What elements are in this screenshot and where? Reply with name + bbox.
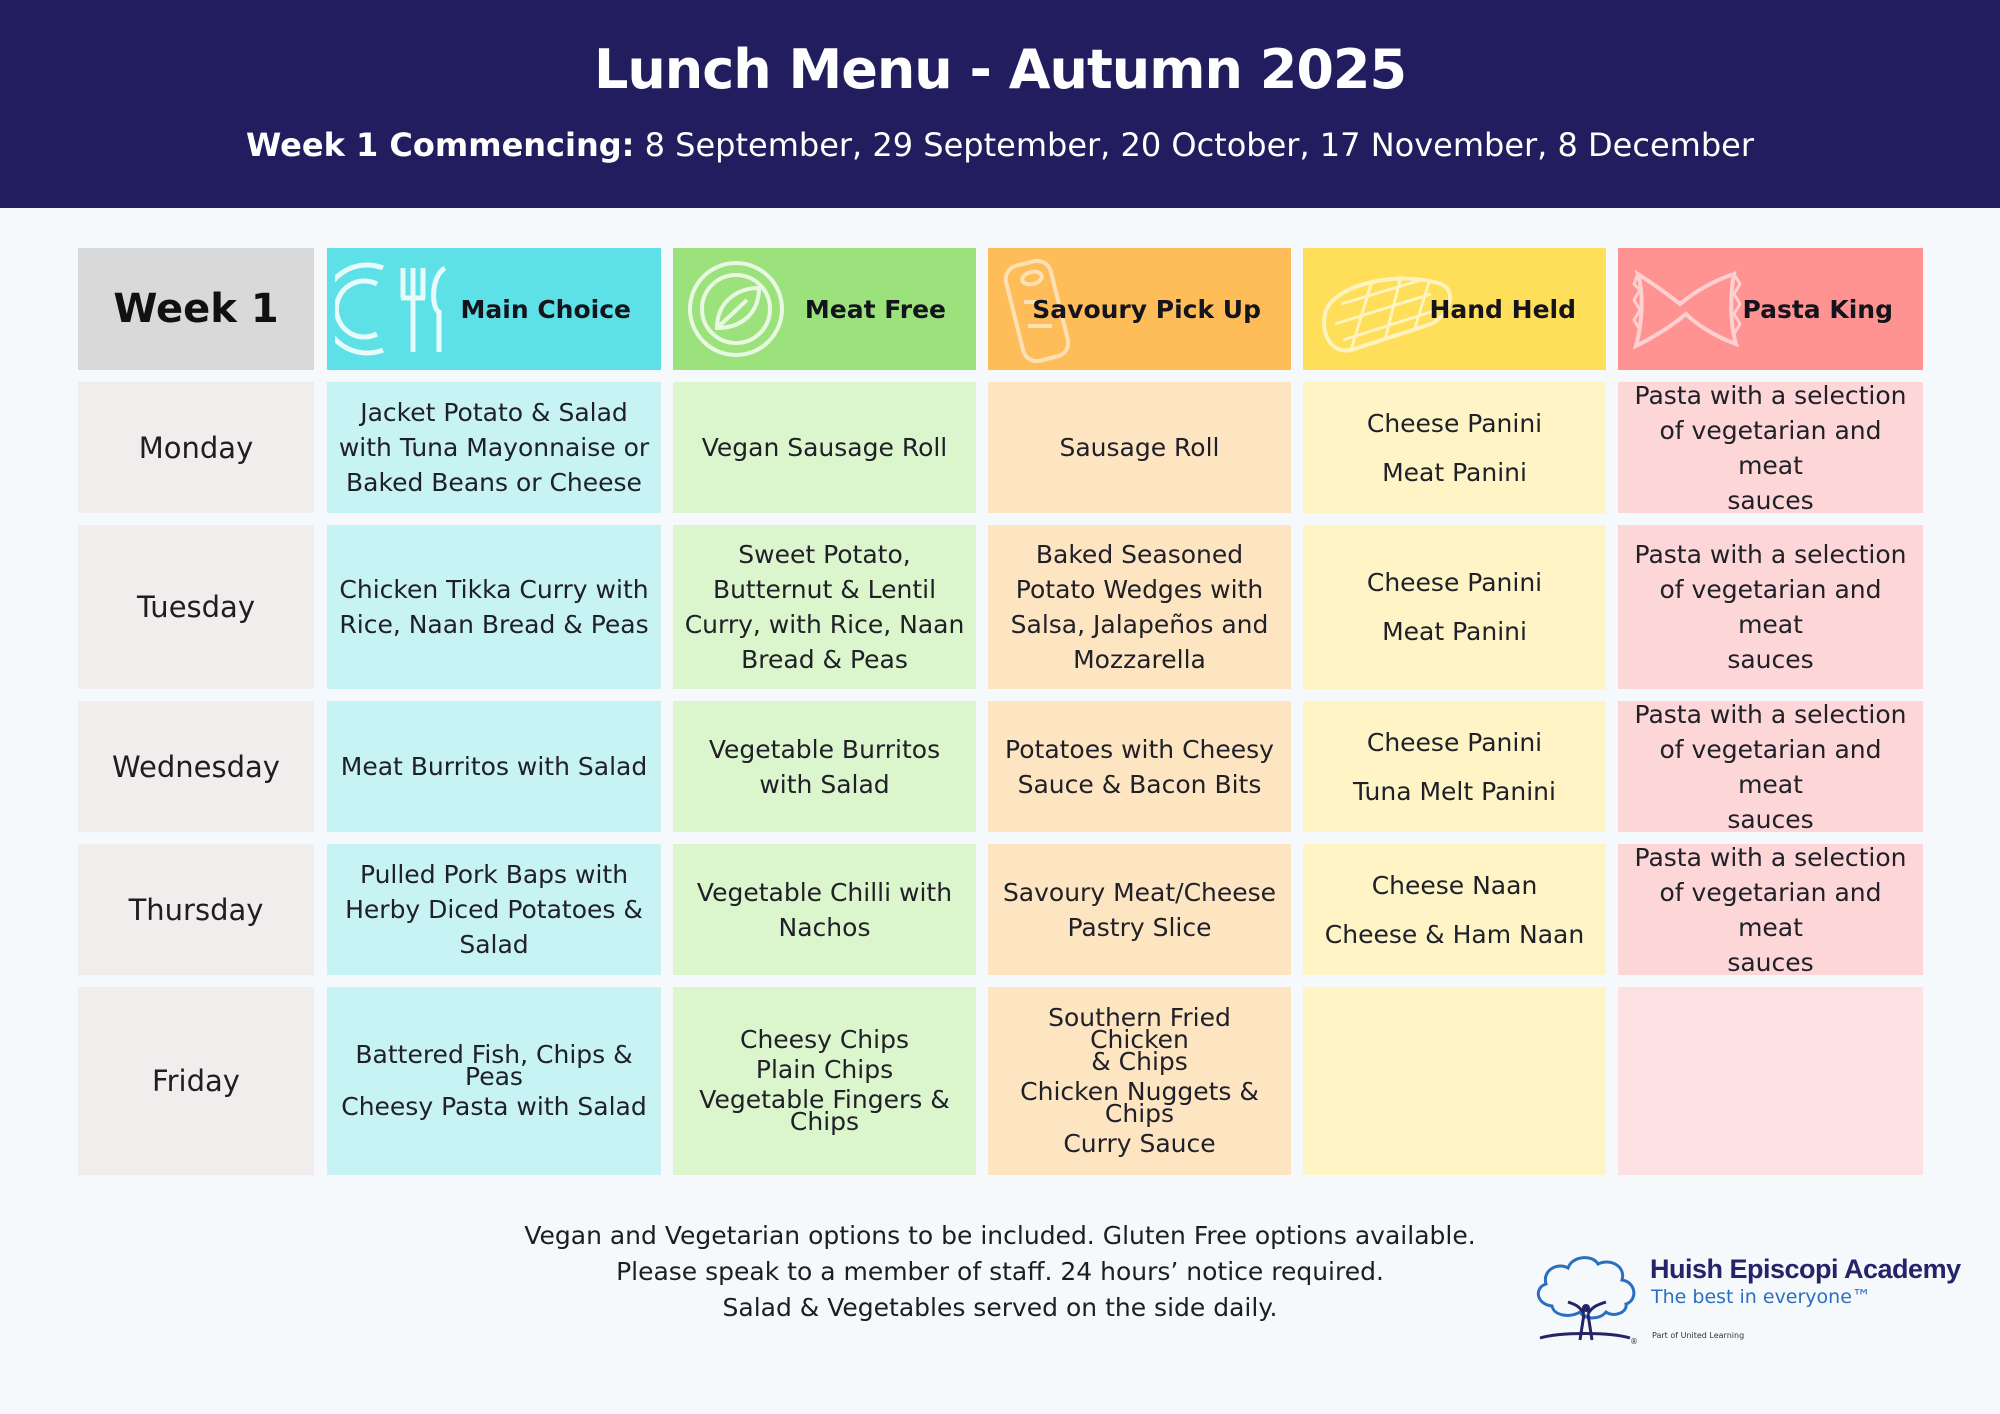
- menu-item-line: of vegetarian and meat: [1659, 877, 1882, 942]
- menu-item-line: Curry, with Rice, Naan: [684, 610, 965, 639]
- footer-line-2: Please speak to a member of staff. 24 hours’ notice required.: [616, 1257, 1384, 1286]
- menu-item-line: Vegetable Fingers &: [699, 1085, 950, 1114]
- footer-line-1: Vegan and Vegetarian options to be included. Gluten Free options available.: [524, 1221, 1476, 1250]
- menu-item-line: Pastry Slice: [1067, 912, 1212, 942]
- menu-item-line: Chips: [789, 1107, 860, 1136]
- column-header-label: Pasta King: [1742, 294, 1893, 324]
- menu-item-line: Potatoes with Cheesy: [1005, 734, 1274, 764]
- menu-item-line: Chicken Nuggets &: [1020, 1077, 1259, 1106]
- menu-cell-tuesday-savoury-pick-up: [988, 525, 1291, 689]
- menu-item-line: Vegan Sausage Roll: [701, 433, 948, 462]
- menu-cell-wednesday-hand-held: [1303, 701, 1606, 832]
- menu-item-line: of vegetarian and meat: [1659, 575, 1882, 639]
- column-header-label: Hand Held: [1429, 294, 1576, 324]
- menu-item-line: Herby Diced Potatoes &: [345, 895, 643, 924]
- menu-item-line: Pasta with a selection: [1634, 540, 1907, 569]
- footer-line-3: Salad & Vegetables served on the side daily.: [722, 1293, 1278, 1322]
- subtitle-dates: 8 September, 29 September, 20 October, 17 November, 8 December: [634, 126, 1754, 164]
- menu-item-line: sauces: [1727, 947, 1814, 977]
- header-banner: [0, 0, 2000, 208]
- menu-item-line: Bread & Peas: [741, 645, 908, 674]
- menu-item-line: Cheese & Ham Naan: [1324, 919, 1585, 949]
- menu-item-line: Southern Fried Chicken: [1048, 1003, 1231, 1054]
- menu-item-line: Curry Sauce: [1063, 1129, 1216, 1158]
- menu-item-line: Chips: [1104, 1099, 1175, 1128]
- menu-item-line: Meat Burritos with Salad: [340, 752, 648, 781]
- menu-item-line: Salsa, Jalapeños and: [1010, 610, 1269, 639]
- menu-cell-tuesday-meat-free: [673, 525, 976, 689]
- day-label-wednesday: Wednesday: [78, 701, 314, 832]
- menu-item-line: Peas: [465, 1062, 523, 1091]
- menu-item-line: Mozzarella: [1073, 645, 1206, 674]
- menu-item-line: Cheese Panini: [1366, 727, 1543, 757]
- menu-item-line: Jacket Potato & Salad: [360, 398, 628, 427]
- menu-item-line: Baked Beans or Cheese: [346, 468, 642, 497]
- menu-cell-wednesday-meat-free: [673, 701, 976, 832]
- menu-item-line: Meat Panini: [1382, 617, 1527, 646]
- menu-item-line: Battered Fish, Chips &: [355, 1040, 633, 1069]
- menu-item-line: & Chips: [1091, 1047, 1188, 1076]
- logo-name: Huish Episcopi Academy: [1650, 1254, 1961, 1284]
- menu-item-line: Pasta with a selection: [1634, 842, 1907, 872]
- academy-logo: [1530, 1252, 1961, 1344]
- menu-item-line: Meat Panini: [1382, 457, 1527, 487]
- column-header-savoury-pick-up: [988, 248, 1291, 370]
- menu-item-line: of vegetarian and meat: [1659, 415, 1882, 480]
- tree-logo-icon: [1530, 1252, 1646, 1344]
- menu-cell-tuesday-hand-held: [1303, 525, 1606, 689]
- day-label-monday: Monday: [78, 382, 314, 513]
- footer-notes: [500, 1218, 1500, 1326]
- column-header-main-choice: [327, 248, 661, 370]
- menu-item-line: Vegetable Burritos: [708, 734, 941, 764]
- menu-cell-tuesday-main-choice: [327, 525, 661, 689]
- day-label-thursday: Thursday: [78, 844, 314, 975]
- menu-item-line: sauces: [1727, 485, 1814, 515]
- menu-item-line: Savoury Meat/Cheese: [1002, 877, 1277, 907]
- menu-item-line: Sauce & Bacon Bits: [1017, 769, 1262, 799]
- menu-cell-wednesday-savoury-pick-up: [988, 701, 1291, 832]
- menu-item-line: Nachos: [778, 912, 871, 942]
- menu-item-line: Pasta with a selection: [1634, 380, 1907, 410]
- day-label-friday: Friday: [78, 987, 314, 1175]
- menu-cell-thursday-savoury-pick-up: [988, 844, 1291, 975]
- menu-item-line: Baked Seasoned: [1035, 540, 1244, 569]
- menu-item-line: Pulled Pork Baps with: [359, 860, 629, 889]
- menu-item-line: Tuna Melt Panini: [1353, 776, 1556, 806]
- column-header-pasta-king: [1618, 248, 1923, 370]
- menu-item-line: Cheese Panini: [1366, 408, 1543, 438]
- menu-item-line: Pasta with a selection: [1634, 699, 1907, 729]
- menu-item-line: sauces: [1727, 804, 1814, 834]
- page-subtitle: [0, 126, 2000, 164]
- svg-text:®: ®: [1630, 1337, 1638, 1344]
- menu-cell-thursday-pasta-king: [1618, 844, 1923, 975]
- menu-cell-monday-main-choice: [327, 382, 661, 513]
- menu-cell-monday-meat-free: [673, 382, 976, 513]
- menu-item-line: Vegetable Chilli with: [696, 877, 953, 907]
- column-header-label: Savoury Pick Up: [1032, 294, 1261, 324]
- menu-cell-thursday-meat-free: [673, 844, 976, 975]
- column-header-hand-held: [1303, 248, 1606, 370]
- menu-cell-monday-hand-held: [1303, 382, 1606, 513]
- menu-cell-friday-savoury-pick-up: [988, 987, 1291, 1175]
- menu-item-line: Plain Chips: [755, 1055, 894, 1084]
- menu-item-line: Cheesy Chips: [740, 1025, 909, 1054]
- menu-item-line: Cheese Panini: [1366, 568, 1543, 597]
- menu-cell-monday-pasta-king: [1618, 382, 1923, 513]
- menu-item-line: of vegetarian and meat: [1659, 734, 1882, 799]
- logo-part-of: Part of United Learning: [1652, 1331, 1745, 1340]
- menu-item-line: with Tuna Mayonnaise or: [338, 433, 650, 462]
- menu-cell-thursday-main-choice: [327, 844, 661, 975]
- menu-cell-friday-meat-free: [673, 987, 976, 1175]
- menu-cell-thursday-hand-held: [1303, 844, 1606, 975]
- menu-cell-wednesday-main-choice: [327, 701, 661, 832]
- menu-cell-wednesday-pasta-king: [1618, 701, 1923, 832]
- menu-item-line: Potato Wedges with: [1015, 575, 1264, 604]
- menu-cell-monday-savoury-pick-up: [988, 382, 1291, 513]
- menu-item-line: Salad: [459, 930, 529, 959]
- subtitle-label: Week 1 Commencing:: [246, 126, 635, 164]
- menu-item-line: Sausage Roll: [1059, 433, 1220, 462]
- menu-item-line: with Salad: [759, 769, 890, 799]
- menu-item-line: sauces: [1727, 645, 1814, 674]
- menu-item-line: Cheesy Pasta with Salad: [341, 1092, 647, 1121]
- column-header-meat-free: [673, 248, 976, 370]
- menu-item-line: Sweet Potato,: [738, 540, 911, 569]
- column-header-label: Meat Free: [804, 294, 946, 324]
- week-header: Week 1: [78, 248, 314, 370]
- menu-item-line: Butternut & Lentil: [712, 575, 937, 604]
- day-label-tuesday: Tuesday: [78, 525, 314, 689]
- menu-cell-tuesday-pasta-king: [1618, 525, 1923, 689]
- page-title: Lunch Menu - Autumn 2025: [593, 38, 1407, 101]
- logo-tagline: The best in everyone™: [1651, 1286, 1871, 1308]
- menu-cell-friday-pasta-king: [1618, 987, 1923, 1175]
- menu-cell-friday-hand-held: [1303, 987, 1606, 1175]
- menu-item-line: Cheese Naan: [1371, 870, 1538, 900]
- menu-item-line: Rice, Naan Bread & Peas: [339, 610, 649, 639]
- column-header-label: Main Choice: [460, 294, 631, 324]
- menu-cell-friday-main-choice: [327, 987, 661, 1175]
- menu-item-line: Chicken Tikka Curry with: [339, 575, 649, 604]
